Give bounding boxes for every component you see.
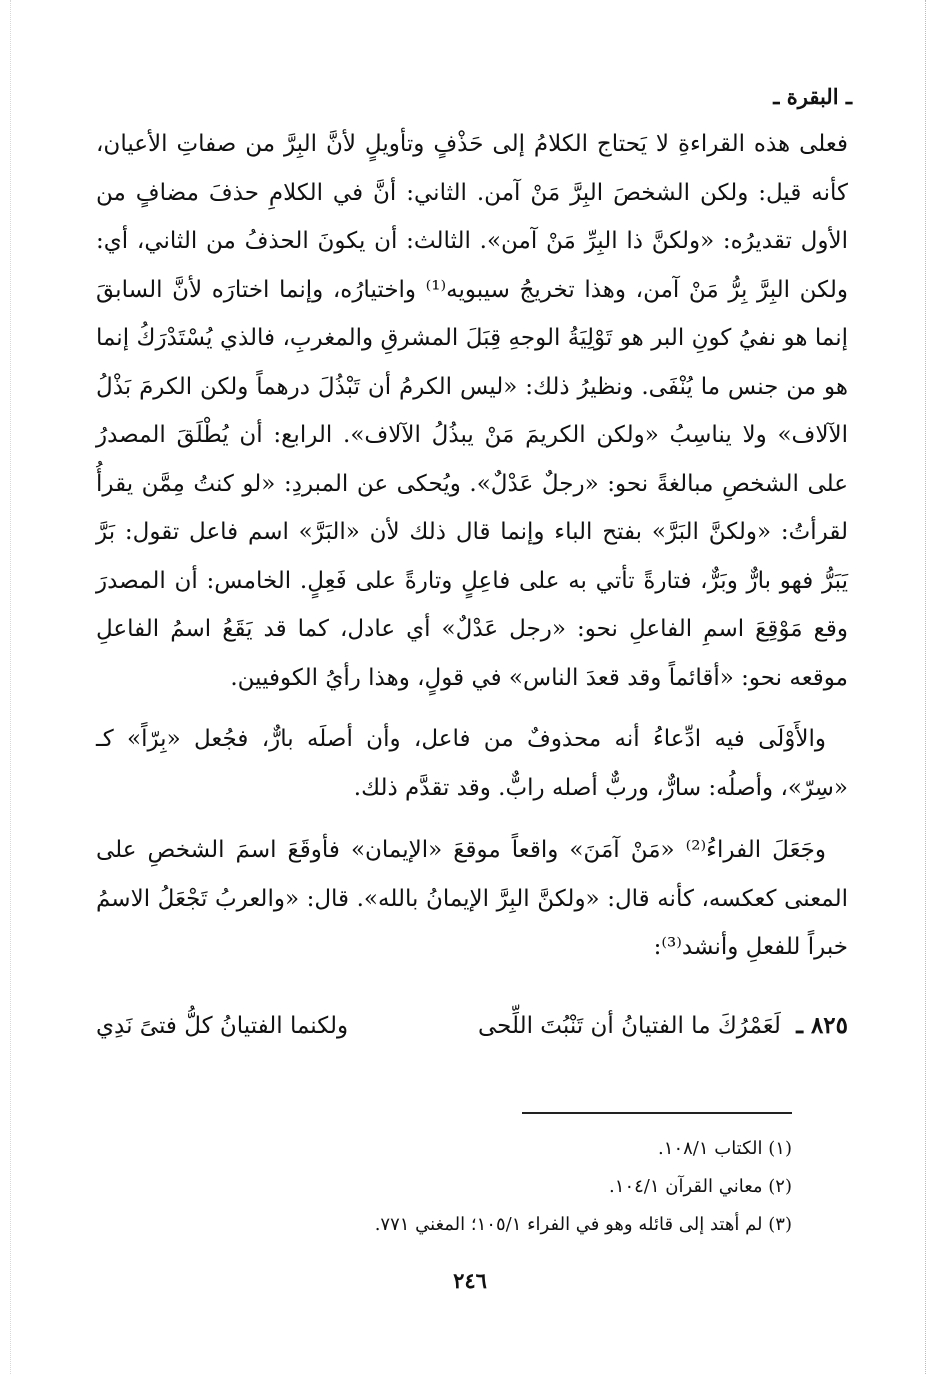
verse-hemistich-2: ولكنما الفتيانُ كلُّ فتىً نَدِي — [96, 1013, 349, 1039]
main-text — [96, 120, 848, 972]
verse-first-half — [478, 1002, 848, 1050]
page-edge-dotted-line — [10, 0, 11, 1374]
paragraph-3: وجَعَلَ الفراءُ⁽²⁾ «مَنْ آمَنَ» واقعاً موقعَ «الإيمان» فأوقَعَ اسمَ الشخصِ على المعنى كعكسه، كأنه قال: «ولكنَّ البِرَّ الإيمانُ بالله». قال: «والعربُ تَجْعَلُ الاسمُ خبراً للفعلِ وأنشد⁽³⁾: — [96, 837, 848, 960]
footnotes — [232, 1130, 792, 1244]
verse-hemistich-1: لَعَمْرُكَ ما الفتيانُ أن تَنْبُتَ اللِّحى — [477, 1013, 781, 1039]
page-number: ٢٤٦ — [453, 1268, 487, 1293]
paragraph-2: والأَوْلَى فيه ادِّعاءُ أنه محذوفٌ من فاعل، وأن أصلَه بارٌّ، فجُعل «بِرّاً» كـ «سِرّ»، وأصلُه: سارٌّ، وربٌّ أصله رابٌّ. وقد تقدَّم ذلك. — [96, 726, 848, 801]
paragraph-1: فعلى هذه القراءةِ لا يَحتاج الكلامُ إلى حَذْفٍ وتأويلٍ لأنَّ البِرَّ من صفاتِ الأعيان، كأنه قيل: ولكن الشخصَ البِرَّ مَنْ آمن. الثاني: أنَّ في الكلامِ حذفَ مضافٍ من الأول تقديرُه: «ولكنَّ ذا البِرِّ مَنْ آمن». الثالث: أن يكونَ الحذفُ من الثاني، أي: ولكن البِرَّ بِرُّ مَنْ آمن، وهذا تخريجُ سيبويه⁽¹⁾ واختيارُه، وإنما اختارَه لأنَّ السابقَ إنما هو نفيُ كونِ البر هو تَوْلِيَةُ الوجهِ قِبَلَ المشرقِ والمغربِ، فالذي يُسْتَدْرَكُ إنما هو من جنس ما يُنْفَى. ونظيرُ ذلك: «ليس الكرمُ أن تَبْذُلَ درهماً ولكن الكرمَ بَذْلُ الآلاف» ولا يناسِبُ «ولكن الكريمَ مَنْ يبذُلُ الآلاف». الرابع: أن يُطْلَقَ المصدرُ على الشخصِ مبالغةً نحو: «رجلٌ عَدْلٌ». ويُحكى عن المبردِ: «لو كنتُ مِمَّن يقرأُ لقرأتُ: «ولكنَّ البَرَّ» بفتح الباء وإنما قال ذلك لأن «البَرَّ» اسم فاعل تقول: بَرَّ يَبَرُّ فهو بارٌّ وبَرٌّ، فتارةً تأتي به على فاعِلٍ وتارةً على فَعِلٍ. الخامس: أن المصدرَ وقع مَوْقِعَ اسمِ الفاعلِ نحو: «رجل عَدْلٌ» أي عادل، كما قد يَقَعُ اسمُ الفاعلِ موقعه نحو: «أقائماً وقد قعدَ الناس» في قولٍ، وهذا رأيُ الكوفيين. — [96, 131, 848, 691]
verse-number: ٨٢٥ ـ — [796, 1012, 848, 1039]
footnote-1: (١) الكتاب ١٠٨/١. — [658, 1138, 792, 1159]
poetry-verse — [96, 1002, 848, 1050]
footnote-separator — [522, 1112, 792, 1114]
page-edge-dotted-line — [925, 0, 926, 1374]
footnote-2: (٢) معاني القرآن ١٠٤/١. — [609, 1176, 792, 1197]
running-header: ـ البقرة ـ — [773, 84, 852, 109]
footnote-3: (٣) لم أهتد إلى قائله وهو في الفراء ١٠٥/١؛ المغني ٧٧١. — [374, 1214, 792, 1235]
